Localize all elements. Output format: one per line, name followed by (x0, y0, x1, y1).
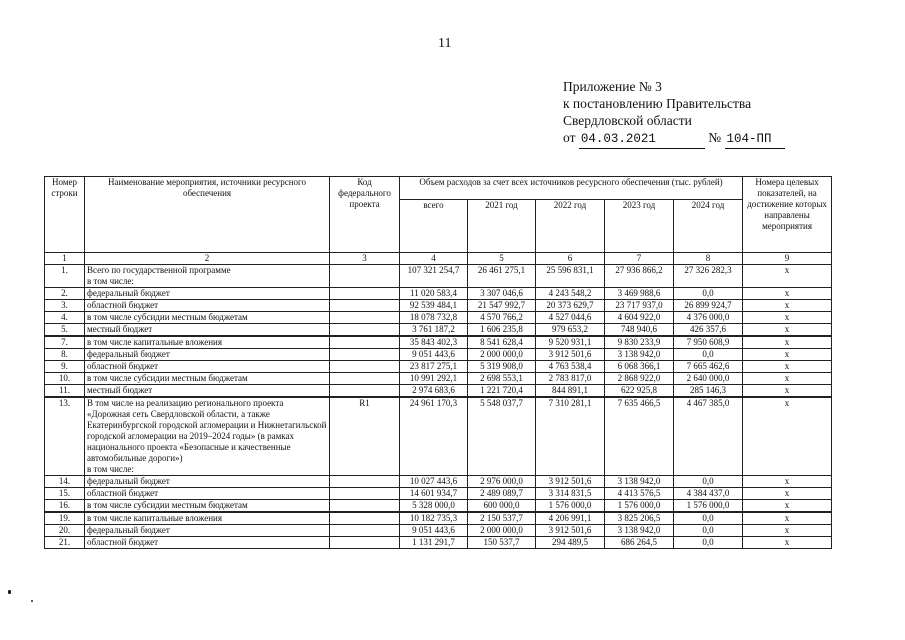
row-code-cell (330, 512, 400, 525)
resolution-date: 04.03.2021 (579, 131, 705, 149)
row-number-cell: 10. (45, 373, 85, 385)
row-code-cell (330, 361, 400, 373)
row-indicator-cell: х (743, 312, 832, 324)
row-total-cell: 35 843 402,3 (400, 336, 468, 349)
row-2022-cell: 3 314 831,5 (536, 488, 605, 500)
table-row (45, 373, 832, 385)
row-code-cell (330, 488, 400, 500)
col-index: 1 (45, 253, 85, 265)
row-number-cell: 9. (45, 361, 85, 373)
row-2022-cell: 844 891,1 (536, 385, 605, 398)
row-total-cell: 2 974 683,6 (400, 385, 468, 398)
row-indicator-cell: х (743, 361, 832, 373)
row-total-cell: 1 131 291,7 (400, 537, 468, 549)
appendix-resolution: к постановлению Правительства (563, 96, 752, 111)
row-indicator-cell: х (743, 349, 832, 361)
row-number-cell: 20. (45, 525, 85, 537)
row-2022-cell: 4 527 044,6 (536, 312, 605, 324)
row-2023-cell: 4 413 576,5 (605, 488, 674, 500)
row-2021-cell: 4 570 766,2 (468, 312, 536, 324)
row-number-cell: 13. (45, 397, 85, 476)
appendix-title: Приложение № 3 (563, 79, 662, 94)
row-number-cell: 14. (45, 476, 85, 488)
row-number-cell: 15. (45, 488, 85, 500)
row-name-cell: федеральный бюджет (85, 349, 330, 361)
row-code-cell (330, 476, 400, 488)
row-number-cell: 16. (45, 500, 85, 513)
col-index: 7 (605, 253, 674, 265)
row-2023-cell: 3 825 206,5 (605, 512, 674, 525)
table-row (45, 300, 832, 312)
row-2022-cell: 3 912 501,6 (536, 525, 605, 537)
row-indicator-cell: х (743, 265, 832, 288)
table-row (45, 361, 832, 373)
col-index: 8 (674, 253, 743, 265)
row-2024-cell: 0,0 (674, 537, 743, 549)
row-2022-cell: 3 912 501,6 (536, 349, 605, 361)
row-2024-cell: 0,0 (674, 349, 743, 361)
row-total-cell: 10 182 735,3 (400, 512, 468, 525)
col-index: 3 (330, 253, 400, 265)
row-number-cell: 7. (45, 336, 85, 349)
row-name-cell: местный бюджет (85, 385, 330, 398)
row-2021-cell: 2 489 089,7 (468, 488, 536, 500)
row-2022-cell: 4 243 548,2 (536, 288, 605, 300)
row-2024-cell: 26 899 924,7 (674, 300, 743, 312)
col-index: 2 (85, 253, 330, 265)
row-code-cell (330, 312, 400, 324)
row-name-cell: областной бюджет (85, 488, 330, 500)
row-code-cell (330, 324, 400, 337)
row-total-cell: 92 539 484,1 (400, 300, 468, 312)
row-2021-cell: 150 537,7 (468, 537, 536, 549)
row-2023-cell: 27 936 866,2 (605, 265, 674, 288)
header-expenses: Объем расходов за счет всех источников ресурсного обеспечения (тыс. рублей) (400, 177, 743, 200)
row-2023-cell: 7 635 466,5 (605, 397, 674, 476)
row-2022-cell: 7 310 281,1 (536, 397, 605, 476)
row-2021-cell: 600 000,0 (468, 500, 536, 513)
row-2024-cell: 0,0 (674, 476, 743, 488)
row-2024-cell: 2 640 000,0 (674, 373, 743, 385)
row-name-cell: федеральный бюджет (85, 525, 330, 537)
row-code-cell (330, 265, 400, 288)
table-row (45, 312, 832, 324)
row-total-cell: 18 078 732,8 (400, 312, 468, 324)
row-2021-cell: 2 976 000,0 (468, 476, 536, 488)
row-2024-cell: 285 146,3 (674, 385, 743, 398)
row-2022-cell: 25 596 831,1 (536, 265, 605, 288)
row-code-cell (330, 288, 400, 300)
row-name-cell: в том числе капитальные вложения (85, 336, 330, 349)
row-2023-cell: 23 717 937,0 (605, 300, 674, 312)
row-total-cell: 10 027 443,6 (400, 476, 468, 488)
header-row-number: Номер строки (45, 177, 85, 253)
number-label: № (708, 130, 722, 145)
col-index: 9 (743, 253, 832, 265)
row-name-cell: в том числе субсидии местным бюджетам (85, 500, 330, 513)
row-name-cell: в том числе капитальные вложения (85, 512, 330, 525)
row-number-cell: 1. (45, 265, 85, 288)
row-indicator-cell: х (743, 476, 832, 488)
header-2022: 2022 год (536, 200, 605, 253)
row-number-cell: 11. (45, 385, 85, 398)
header-2021: 2021 год (468, 200, 536, 253)
row-2021-cell: 2 150 537,7 (468, 512, 536, 525)
row-number-cell: 3. (45, 300, 85, 312)
row-2024-cell: 0,0 (674, 512, 743, 525)
table-row (45, 265, 832, 288)
row-2021-cell: 3 307 046,6 (468, 288, 536, 300)
row-indicator-cell: х (743, 385, 832, 398)
header-name: Наименование мероприятия, источники ресурсного обеспечения (85, 177, 330, 253)
row-name-cell: областной бюджет (85, 300, 330, 312)
row-indicator-cell: х (743, 288, 832, 300)
row-indicator-cell: х (743, 336, 832, 349)
row-code-cell (330, 373, 400, 385)
row-2024-cell: 0,0 (674, 288, 743, 300)
row-number-cell: 19. (45, 512, 85, 525)
row-2021-cell: 1 221 720,4 (468, 385, 536, 398)
row-indicator-cell: х (743, 525, 832, 537)
resolution-number: 104-ПП (725, 131, 785, 149)
row-2021-cell: 26 461 275,1 (468, 265, 536, 288)
row-2023-cell: 1 576 000,0 (605, 500, 674, 513)
row-2021-cell: 5 319 908,0 (468, 361, 536, 373)
row-indicator-cell: х (743, 500, 832, 513)
appendix-region: Свердловской области (563, 113, 692, 128)
col-index: 5 (468, 253, 536, 265)
row-2023-cell: 2 868 922,0 (605, 373, 674, 385)
row-total-cell: 5 328 000,0 (400, 500, 468, 513)
row-total-cell: 9 051 443,6 (400, 525, 468, 537)
row-number-cell: 8. (45, 349, 85, 361)
row-2021-cell: 2 000 000,0 (468, 349, 536, 361)
scan-mark (31, 600, 33, 602)
budget-table (44, 176, 832, 549)
row-2023-cell: 3 138 942,0 (605, 349, 674, 361)
row-2024-cell: 7 665 462,6 (674, 361, 743, 373)
row-indicator-cell: х (743, 373, 832, 385)
row-2021-cell: 5 548 037,7 (468, 397, 536, 476)
row-2022-cell: 4 763 538,4 (536, 361, 605, 373)
table-row (45, 476, 832, 488)
row-number-cell: 5. (45, 324, 85, 337)
header-code: Код федерального проекта (330, 177, 400, 253)
row-name-cell: Всего по государственной программе в том числе: (85, 265, 330, 288)
row-code-cell (330, 385, 400, 398)
row-code-cell (330, 336, 400, 349)
row-2023-cell: 622 925,8 (605, 385, 674, 398)
row-name-cell: областной бюджет (85, 361, 330, 373)
row-indicator-cell: х (743, 397, 832, 476)
row-indicator-cell: х (743, 324, 832, 337)
header-total: всего (400, 200, 468, 253)
header-2024: 2024 год (674, 200, 743, 253)
appendix-date-number (563, 129, 785, 149)
row-number-cell: 21. (45, 537, 85, 549)
row-total-cell: 10 991 292,1 (400, 373, 468, 385)
row-2021-cell: 2 000 000,0 (468, 525, 536, 537)
row-name-cell: в том числе субсидии местным бюджетам (85, 312, 330, 324)
row-total-cell: 14 601 934,7 (400, 488, 468, 500)
from-label: от (563, 130, 576, 145)
table-row (45, 397, 832, 476)
row-2024-cell: 7 950 608,9 (674, 336, 743, 349)
row-total-cell: 11 020 583,4 (400, 288, 468, 300)
row-2022-cell: 3 912 501,6 (536, 476, 605, 488)
row-2023-cell: 3 138 942,0 (605, 476, 674, 488)
row-name-cell: в том числе субсидии местным бюджетам (85, 373, 330, 385)
column-index-row (45, 253, 832, 265)
row-total-cell: 23 817 275,1 (400, 361, 468, 373)
row-indicator-cell: х (743, 488, 832, 500)
row-code-cell (330, 525, 400, 537)
row-code-cell (330, 300, 400, 312)
row-2021-cell: 8 541 628,4 (468, 336, 536, 349)
row-2022-cell: 2 783 817,0 (536, 373, 605, 385)
row-total-cell: 107 321 254,7 (400, 265, 468, 288)
table-row (45, 385, 832, 398)
table-row (45, 349, 832, 361)
row-2024-cell: 426 357,6 (674, 324, 743, 337)
row-number-cell: 4. (45, 312, 85, 324)
row-2021-cell: 1 606 235,8 (468, 324, 536, 337)
table-row (45, 525, 832, 537)
row-name-cell: областной бюджет (85, 537, 330, 549)
row-2023-cell: 9 830 233,9 (605, 336, 674, 349)
row-name-cell: федеральный бюджет (85, 476, 330, 488)
table-row (45, 488, 832, 500)
row-2022-cell: 9 520 931,1 (536, 336, 605, 349)
row-2023-cell: 748 940,6 (605, 324, 674, 337)
row-2023-cell: 4 604 922,0 (605, 312, 674, 324)
row-2023-cell: 3 469 988,6 (605, 288, 674, 300)
row-2023-cell: 3 138 942,0 (605, 525, 674, 537)
table-row (45, 288, 832, 300)
row-2022-cell: 294 489,5 (536, 537, 605, 549)
row-code-cell (330, 537, 400, 549)
row-2022-cell: 1 576 000,0 (536, 500, 605, 513)
col-index: 4 (400, 253, 468, 265)
row-indicator-cell: х (743, 300, 832, 312)
row-total-cell: 3 761 187,2 (400, 324, 468, 337)
row-total-cell: 9 051 443,6 (400, 349, 468, 361)
row-name-cell: местный бюджет (85, 324, 330, 337)
row-2022-cell: 4 206 991,1 (536, 512, 605, 525)
table-row (45, 512, 832, 525)
header-2023: 2023 год (605, 200, 674, 253)
row-2021-cell: 21 547 992,7 (468, 300, 536, 312)
row-2024-cell: 27 326 282,3 (674, 265, 743, 288)
row-2022-cell: 979 653,2 (536, 324, 605, 337)
row-2021-cell: 2 698 553,1 (468, 373, 536, 385)
header-indicators: Номера целевых показателей, на достижение которых направлены мероприятия (743, 177, 832, 253)
row-name-cell: В том числе на реализацию регионального проекта «Дорожная сеть Свердловской области, а также Екатеринбургской городской агломерации и Нижнетагильской городской агломерации на 2019–2024 годы» (в рамках национального проекта «Безопасные и качественные автомобильные дороги») в том числе: (85, 397, 330, 476)
appendix-header (563, 78, 785, 149)
row-code-cell (330, 349, 400, 361)
table-row (45, 537, 832, 549)
scan-mark (8, 590, 11, 594)
row-name-cell: федеральный бюджет (85, 288, 330, 300)
row-number-cell: 2. (45, 288, 85, 300)
row-code-cell: R1 (330, 397, 400, 476)
row-2024-cell: 0,0 (674, 525, 743, 537)
row-2024-cell: 1 576 000,0 (674, 500, 743, 513)
table-row (45, 324, 832, 337)
row-2023-cell: 686 264,5 (605, 537, 674, 549)
row-2024-cell: 4 376 000,0 (674, 312, 743, 324)
row-2024-cell: 4 467 385,0 (674, 397, 743, 476)
row-2022-cell: 20 373 629,7 (536, 300, 605, 312)
row-total-cell: 24 961 170,3 (400, 397, 468, 476)
row-indicator-cell: х (743, 512, 832, 525)
table-row (45, 500, 832, 513)
row-2023-cell: 6 068 366,1 (605, 361, 674, 373)
col-index: 6 (536, 253, 605, 265)
table-row (45, 336, 832, 349)
row-2024-cell: 4 384 437,0 (674, 488, 743, 500)
row-indicator-cell: х (743, 537, 832, 549)
page-number: 11 (438, 36, 452, 51)
row-code-cell (330, 500, 400, 513)
